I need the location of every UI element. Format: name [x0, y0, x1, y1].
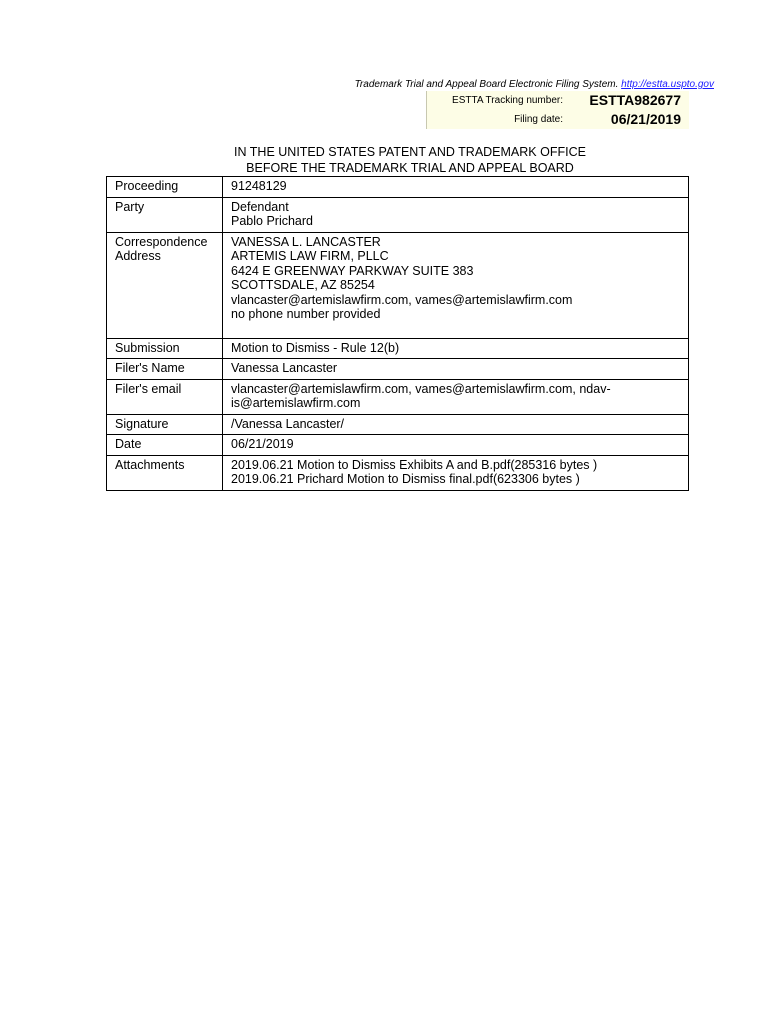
- proceeding-label: Proceeding: [107, 177, 223, 198]
- document-title-line1: IN THE UNITED STATES PATENT AND TRADEMARK OFFICE: [234, 145, 586, 159]
- attachments-value: [223, 455, 689, 490]
- signature-label: Signature: [107, 414, 223, 435]
- submission-label: Submission: [107, 338, 223, 359]
- tracking-number-label: ESTTA Tracking number:: [452, 95, 563, 106]
- party-role: Defendant: [231, 199, 289, 214]
- correspondence-label-line2: Address: [115, 249, 161, 263]
- table-row-correspondence: [107, 232, 689, 338]
- filing-date-row: [427, 110, 689, 129]
- correspondence-phone: no phone number provided: [231, 307, 381, 321]
- tracking-number-value: ESTTA982677: [589, 92, 681, 108]
- correspondence-firm: ARTEMIS LAW FIRM, PLLC: [231, 249, 389, 263]
- correspondence-label: [107, 232, 223, 338]
- table-row-proceeding: [107, 177, 689, 198]
- signature-value: /Vanessa Lancaster/: [223, 414, 689, 435]
- proceeding-value: 91248129: [223, 177, 689, 198]
- table-row-party: [107, 197, 689, 232]
- attachment-item[interactable]: 2019.06.21 Motion to Dismiss Exhibits A and B.pdf(285316 bytes ): [231, 457, 598, 472]
- system-title: Trademark Trial and Appeal Board Electronic Filing System.: [354, 79, 619, 90]
- filers-email-value: [223, 379, 689, 414]
- correspondence-name: VANESSA L. LANCASTER: [231, 234, 381, 249]
- party-value: [223, 197, 689, 232]
- document-title-line2: BEFORE THE TRADEMARK TRIAL AND APPEAL BOARD: [246, 161, 574, 175]
- filing-date-value: 06/21/2019: [610, 111, 681, 127]
- attachments-label: Attachments: [107, 455, 223, 490]
- submission-value: Motion to Dismiss - Rule 12(b): [223, 338, 689, 359]
- correspondence-label-line1: Correspondence: [115, 234, 208, 249]
- table-row-signature: [107, 414, 689, 435]
- filing-date-label: Filing date:: [514, 114, 563, 125]
- correspondence-city: SCOTTSDALE, AZ 85254: [231, 278, 375, 292]
- correspondence-emails: vlancaster@artemislawfirm.com, vames@artemislawfirm.com: [231, 292, 573, 307]
- attachment-item[interactable]: 2019.06.21 Prichard Motion to Dismiss final.pdf(623306 bytes ): [231, 472, 580, 486]
- filers-email-line1: vlancaster@artemislawfirm.com, vames@artemislawfirm.com, ndav-: [231, 381, 611, 396]
- table-row-attachments: [107, 455, 689, 490]
- filers-name-value: Vanessa Lancaster: [223, 359, 689, 380]
- estta-link[interactable]: http://estta.uspto.gov: [621, 79, 714, 90]
- tracking-number-row: [427, 91, 689, 110]
- table-row-filers-email: [107, 379, 689, 414]
- correspondence-value: [223, 232, 689, 338]
- tracking-box: [426, 91, 689, 129]
- system-header-line: [300, 79, 714, 90]
- filing-info-table: [106, 176, 689, 491]
- filers-email-label: Filer's email: [107, 379, 223, 414]
- party-label: Party: [107, 197, 223, 232]
- correspondence-street: 6424 E GREENWAY PARKWAY SUITE 383: [231, 263, 474, 278]
- date-value: 06/21/2019: [223, 435, 689, 456]
- table-row-submission: [107, 338, 689, 359]
- table-row-date: [107, 435, 689, 456]
- table-row-filers-name: [107, 359, 689, 380]
- date-label: Date: [107, 435, 223, 456]
- filers-name-label: Filer's Name: [107, 359, 223, 380]
- party-name: Pablo Prichard: [231, 214, 313, 228]
- filers-email-line2: is@artemislawfirm.com: [231, 396, 361, 410]
